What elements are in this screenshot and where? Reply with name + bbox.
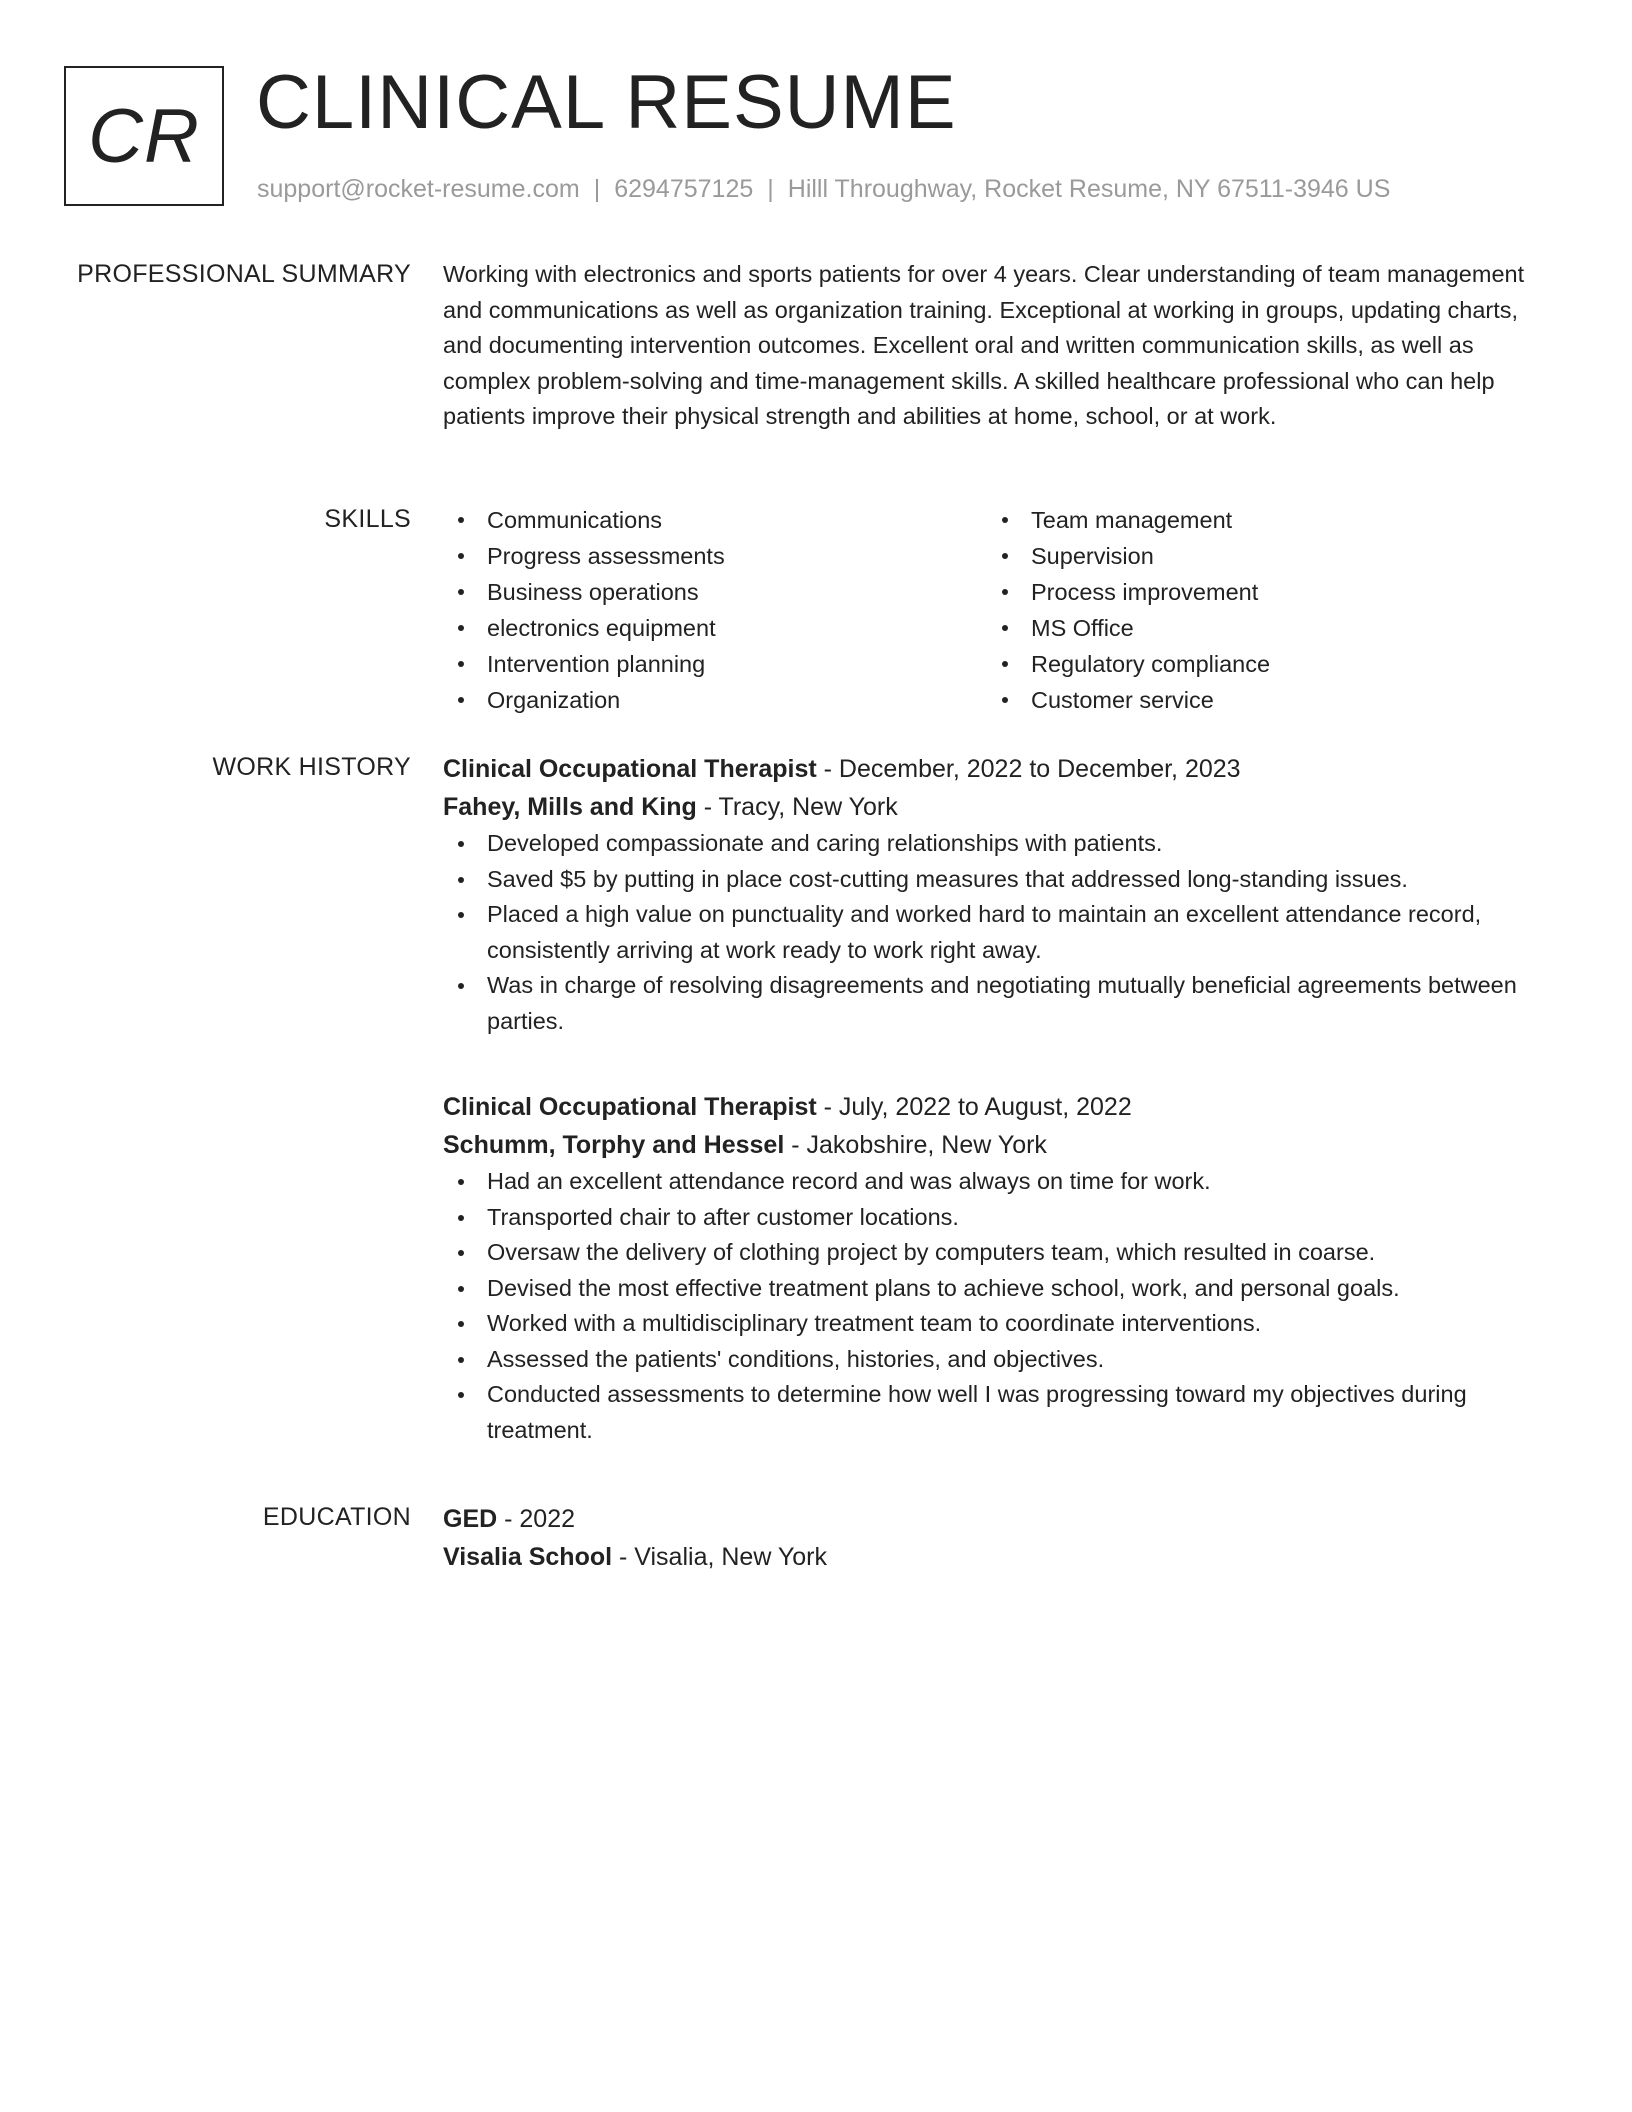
contact-email[interactable]: support@rocket-resume.com bbox=[257, 175, 580, 203]
resume-title: CLINICAL RESUME bbox=[256, 60, 957, 145]
work-history-heading: WORK HISTORY bbox=[212, 753, 411, 781]
job-title-line bbox=[443, 750, 1553, 788]
skill-item: Process improvement bbox=[987, 574, 1531, 610]
monogram-logo: CR bbox=[64, 66, 224, 206]
job-bullets bbox=[443, 826, 1553, 1039]
contact-separator: | bbox=[593, 175, 601, 203]
job-bullet: Conducted assessments to determine how well I was progressing toward my objectives during treatment. bbox=[443, 1377, 1553, 1448]
job-location: - Jakobshire, New York bbox=[784, 1131, 1047, 1159]
skill-item: Supervision bbox=[987, 538, 1531, 574]
job-bullet: Assessed the patients' conditions, histories, and objectives. bbox=[443, 1342, 1553, 1378]
degree-line bbox=[443, 1500, 1553, 1538]
job-title: Clinical Occupational Therapist bbox=[443, 1093, 817, 1121]
skills-column-left bbox=[443, 502, 987, 718]
job-location: - Tracy, New York bbox=[696, 793, 898, 821]
skill-item: electronics equipment bbox=[443, 610, 987, 646]
job-company: Schumm, Torphy and Hessel bbox=[443, 1131, 785, 1159]
job-company: Fahey, Mills and King bbox=[443, 793, 697, 821]
job-dates: - December, 2022 to December, 2023 bbox=[816, 755, 1241, 783]
contact-separator: | bbox=[767, 175, 774, 203]
job-bullet: Oversaw the delivery of clothing project by computers team, which resulted in coarse. bbox=[443, 1235, 1553, 1271]
job-bullet: Placed a high value on punctuality and worked hard to maintain an excellent attendance record, consistently arriving at work ready to work right away. bbox=[443, 897, 1553, 968]
skill-item: Intervention planning bbox=[443, 646, 987, 682]
job-bullet: Had an excellent attendance record and was always on time for work. bbox=[443, 1164, 1553, 1200]
job-bullet: Saved $5 by putting in place cost-cutting measures that addressed long-standing issues. bbox=[443, 862, 1553, 898]
skill-item: Team management bbox=[987, 502, 1531, 538]
school-name: Visalia School bbox=[443, 1543, 613, 1571]
degree-year: - 2022 bbox=[497, 1505, 576, 1533]
skill-item: Communications bbox=[443, 502, 987, 538]
job-title: Clinical Occupational Therapist bbox=[443, 755, 817, 783]
skill-item: Organization bbox=[443, 682, 987, 718]
summary-heading: PROFESSIONAL SUMMARY bbox=[77, 260, 411, 288]
skills-list bbox=[443, 502, 1553, 718]
degree: GED bbox=[443, 1505, 498, 1533]
job-company-line bbox=[443, 1126, 1553, 1164]
school-line bbox=[443, 1538, 1553, 1576]
education-heading: EDUCATION bbox=[262, 1503, 411, 1531]
education-entry bbox=[443, 1500, 1553, 1576]
summary-body bbox=[443, 257, 1553, 435]
summary-text: Working with electronics and sports patients for over 4 years. Clear understanding of team management and communications as well as organization training. Exceptional at working in groups, updating charts, and documenting intervention outcomes. Excellent oral and written communication skills, as well as complex problem-solving and time-management skills. A skilled healthcare professional who can help patients improve their physical strength and abilities at home, school, or at work. bbox=[443, 261, 1525, 429]
skills-heading: SKILLS bbox=[324, 505, 411, 533]
job-title-line bbox=[443, 1088, 1553, 1126]
skill-item: Customer service bbox=[987, 682, 1531, 718]
job-entry bbox=[443, 750, 1553, 1039]
skill-item: Progress assessments bbox=[443, 538, 987, 574]
contact-address: Hilll Throughway, Rocket Resume, NY 67511-3946 US bbox=[787, 175, 1391, 203]
job-bullet: Was in charge of resolving disagreements and negotiating mutually beneficial agreements between parties. bbox=[443, 968, 1553, 1039]
school-location: - Visalia, New York bbox=[612, 1543, 827, 1571]
contact-phone[interactable]: 6294757125 bbox=[614, 175, 754, 203]
job-company-line bbox=[443, 788, 1553, 826]
job-bullet: Transported chair to after customer locations. bbox=[443, 1200, 1553, 1236]
skill-item: MS Office bbox=[987, 610, 1531, 646]
job-dates: - July, 2022 to August, 2022 bbox=[816, 1093, 1132, 1121]
skill-item: Business operations bbox=[443, 574, 987, 610]
job-bullet: Developed compassionate and caring relationships with patients. bbox=[443, 826, 1553, 862]
contact-line bbox=[257, 174, 1390, 204]
job-bullet: Devised the most effective treatment plans to achieve school, work, and personal goals. bbox=[443, 1271, 1553, 1307]
job-bullets bbox=[443, 1164, 1553, 1448]
skill-item: Regulatory compliance bbox=[987, 646, 1531, 682]
job-bullet: Worked with a multidisciplinary treatment team to coordinate interventions. bbox=[443, 1306, 1553, 1342]
skills-column-right bbox=[987, 502, 1531, 718]
job-entry bbox=[443, 1088, 1553, 1448]
